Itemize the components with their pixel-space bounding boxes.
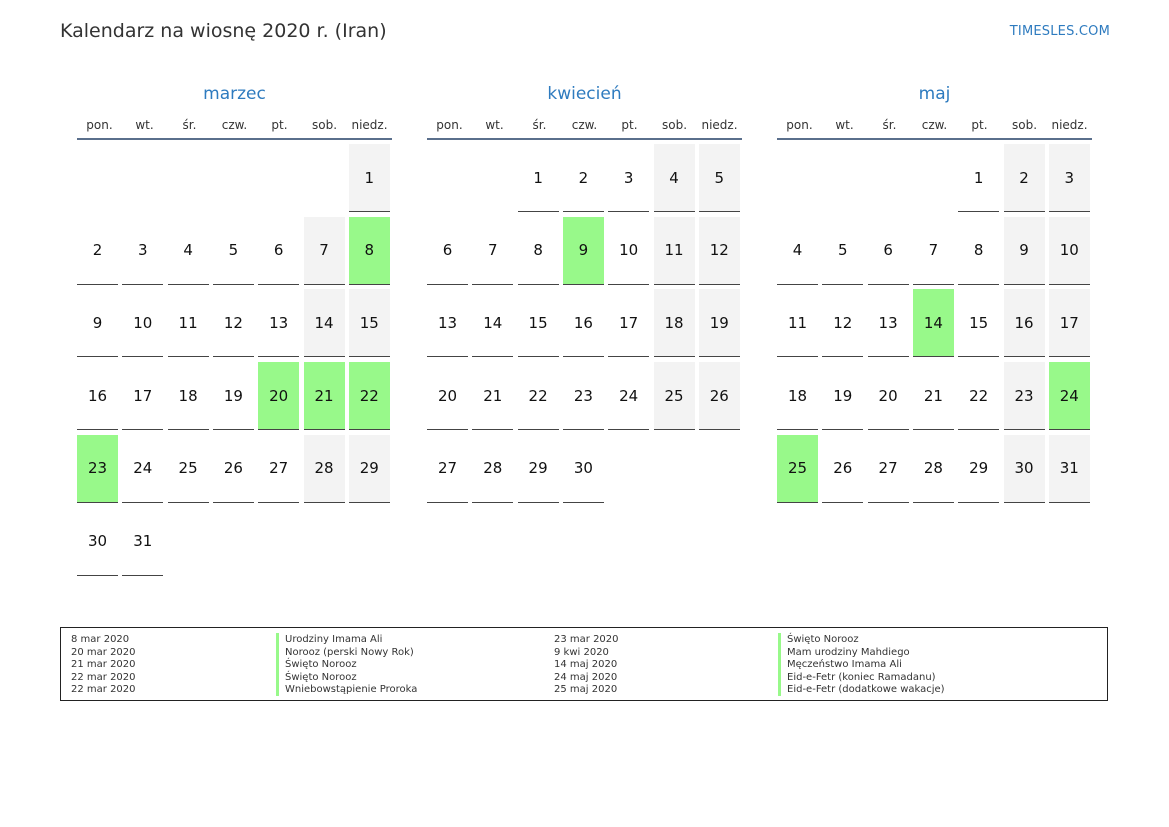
day-cell: 3 — [1049, 144, 1090, 212]
day-cell: 6 — [868, 217, 909, 285]
day-cell: 1 — [349, 144, 390, 212]
day-cell: 27 — [868, 435, 909, 503]
day-cell: 28 — [913, 435, 954, 503]
day-cell: 12 — [822, 289, 863, 357]
day-cell: 17 — [608, 289, 649, 357]
holiday-day-cell: 8 — [349, 217, 390, 285]
site-link[interactable]: TIMESLES.COM — [1009, 24, 1110, 39]
day-cell: 7 — [472, 217, 513, 285]
day-cell: 8 — [518, 217, 559, 285]
day-cell: 4 — [654, 144, 695, 212]
legend-date: 21 mar 2020 — [71, 659, 136, 671]
weekday-label: niedz. — [1051, 118, 1088, 132]
weekday-label: śr. — [532, 118, 547, 132]
weekday-label: sob. — [661, 118, 688, 132]
day-cell: 25 — [654, 362, 695, 430]
day-cell: 15 — [958, 289, 999, 357]
day-cell: 11 — [168, 289, 209, 357]
day-cell: 19 — [699, 289, 740, 357]
day-cell: 9 — [77, 289, 118, 357]
day-cell: 5 — [213, 217, 254, 285]
holiday-day-cell: 24 — [1049, 362, 1090, 430]
legend-date: 22 mar 2020 — [71, 671, 136, 683]
day-cell: 29 — [518, 435, 559, 503]
day-cell: 30 — [77, 508, 118, 576]
day-cell: 16 — [77, 362, 118, 430]
day-cell: 21 — [472, 362, 513, 430]
day-cell: 28 — [304, 435, 345, 503]
day-cell: 3 — [608, 144, 649, 212]
day-cell: 17 — [122, 362, 163, 430]
holiday-day-cell: 22 — [349, 362, 390, 430]
day-cell: 3 — [122, 217, 163, 285]
holiday-day-cell: 20 — [258, 362, 299, 430]
day-cell: 16 — [563, 289, 604, 357]
weekday-label: czw. — [221, 118, 248, 132]
day-cell: 13 — [258, 289, 299, 357]
holiday-day-cell: 14 — [913, 289, 954, 357]
weekday-header — [77, 116, 392, 140]
day-cell: 6 — [427, 217, 468, 285]
legend-holiday-name: Święto Norooz — [276, 671, 357, 684]
day-cell: 16 — [1004, 289, 1045, 357]
holiday-day-cell: 21 — [304, 362, 345, 430]
holiday-day-cell: 25 — [777, 435, 818, 503]
day-cell: 11 — [777, 289, 818, 357]
day-cell: 15 — [518, 289, 559, 357]
weekday-header — [777, 116, 1092, 140]
day-grid — [777, 144, 1092, 584]
legend-holiday-name: Norooz (perski Nowy Rok) — [276, 646, 414, 659]
day-cell: 14 — [472, 289, 513, 357]
day-cell: 7 — [913, 217, 954, 285]
legend-date: 8 mar 2020 — [71, 634, 130, 645]
weekday-label: pt. — [271, 118, 288, 132]
weekday-label: śr. — [182, 118, 197, 132]
weekday-label: pt. — [621, 118, 638, 132]
weekday-label: czw. — [921, 118, 948, 132]
day-cell: 26 — [699, 362, 740, 430]
legend-holiday-name: Wniebowstąpienie Proroka — [276, 683, 417, 696]
weekday-label: pon. — [436, 118, 463, 132]
day-cell: 9 — [1004, 217, 1045, 285]
day-cell: 19 — [213, 362, 254, 430]
weekday-label: niedz. — [351, 118, 388, 132]
day-cell: 23 — [563, 362, 604, 430]
legend-date: 9 kwi 2020 — [554, 646, 609, 658]
weekday-label: pon. — [86, 118, 113, 132]
day-cell: 18 — [168, 362, 209, 430]
legend-date: 20 mar 2020 — [71, 646, 136, 658]
weekday-label: pon. — [786, 118, 813, 132]
legend-holiday-name: Mam urodziny Mahdiego — [778, 646, 910, 659]
month-0 — [77, 82, 392, 584]
day-cell: 23 — [1004, 362, 1045, 430]
day-cell: 24 — [608, 362, 649, 430]
weekday-label: sob. — [311, 118, 338, 132]
day-cell: 6 — [258, 217, 299, 285]
day-cell: 30 — [563, 435, 604, 503]
month-name: kwiecień — [547, 84, 622, 104]
day-cell: 20 — [427, 362, 468, 430]
legend-holiday-name: Eid-e-Fetr (koniec Ramadanu) — [778, 671, 936, 684]
legend-date: 24 maj 2020 — [554, 671, 618, 683]
day-cell: 5 — [699, 144, 740, 212]
legend-date: 22 mar 2020 — [71, 684, 136, 696]
day-cell: 20 — [868, 362, 909, 430]
day-cell: 14 — [304, 289, 345, 357]
day-cell: 2 — [563, 144, 604, 212]
day-cell: 5 — [822, 217, 863, 285]
day-cell: 27 — [258, 435, 299, 503]
day-cell: 22 — [518, 362, 559, 430]
day-grid — [77, 144, 392, 584]
month-name: marzec — [203, 84, 266, 104]
day-cell: 31 — [1049, 435, 1090, 503]
day-cell: 26 — [822, 435, 863, 503]
day-cell: 25 — [168, 435, 209, 503]
day-cell: 31 — [122, 508, 163, 576]
day-cell: 10 — [1049, 217, 1090, 285]
day-cell: 26 — [213, 435, 254, 503]
weekday-label: niedz. — [701, 118, 738, 132]
legend-date: 23 mar 2020 — [554, 634, 619, 645]
day-grid — [427, 144, 742, 584]
day-cell: 18 — [777, 362, 818, 430]
legend-holiday-name: Święto Norooz — [276, 658, 357, 671]
holiday-day-cell: 23 — [77, 435, 118, 503]
day-cell: 11 — [654, 217, 695, 285]
day-cell: 1 — [958, 144, 999, 212]
day-cell: 15 — [349, 289, 390, 357]
day-cell: 12 — [213, 289, 254, 357]
month-2 — [777, 82, 1092, 584]
page-title: Kalendarz na wiosnę 2020 r. (Iran) — [60, 20, 387, 42]
month-name: maj — [918, 84, 951, 104]
day-cell: 13 — [868, 289, 909, 357]
day-cell: 19 — [822, 362, 863, 430]
day-cell: 2 — [77, 217, 118, 285]
day-cell: 4 — [168, 217, 209, 285]
legend-holiday-name: Urodziny Imama Ali — [276, 633, 382, 646]
legend-holiday-name: Eid-e-Fetr (dodatkowe wakacje) — [778, 683, 945, 696]
weekday-label: pt. — [971, 118, 988, 132]
legend-holiday-name: Męczeństwo Imama Ali — [778, 658, 902, 671]
legend-date: 14 maj 2020 — [554, 659, 618, 671]
day-cell: 2 — [1004, 144, 1045, 212]
weekday-label: wt. — [485, 118, 504, 132]
day-cell: 17 — [1049, 289, 1090, 357]
day-cell: 13 — [427, 289, 468, 357]
weekday-label: wt. — [835, 118, 854, 132]
day-cell: 24 — [122, 435, 163, 503]
day-cell: 27 — [427, 435, 468, 503]
weekday-label: wt. — [135, 118, 154, 132]
day-cell: 30 — [1004, 435, 1045, 503]
day-cell: 10 — [122, 289, 163, 357]
day-cell: 12 — [699, 217, 740, 285]
day-cell: 7 — [304, 217, 345, 285]
legend-date: 25 maj 2020 — [554, 684, 618, 696]
weekday-header — [427, 116, 742, 140]
day-cell: 1 — [518, 144, 559, 212]
day-cell: 18 — [654, 289, 695, 357]
weekday-label: sob. — [1011, 118, 1038, 132]
legend-holiday-name: Święto Norooz — [778, 633, 859, 646]
day-cell: 10 — [608, 217, 649, 285]
day-cell: 21 — [913, 362, 954, 430]
weekday-label: śr. — [882, 118, 897, 132]
day-cell: 8 — [958, 217, 999, 285]
day-cell: 29 — [958, 435, 999, 503]
weekday-label: czw. — [571, 118, 598, 132]
holiday-legend — [60, 627, 1108, 701]
holiday-day-cell: 9 — [563, 217, 604, 285]
day-cell: 4 — [777, 217, 818, 285]
day-cell: 29 — [349, 435, 390, 503]
month-1 — [427, 82, 742, 584]
day-cell: 28 — [472, 435, 513, 503]
day-cell: 22 — [958, 362, 999, 430]
